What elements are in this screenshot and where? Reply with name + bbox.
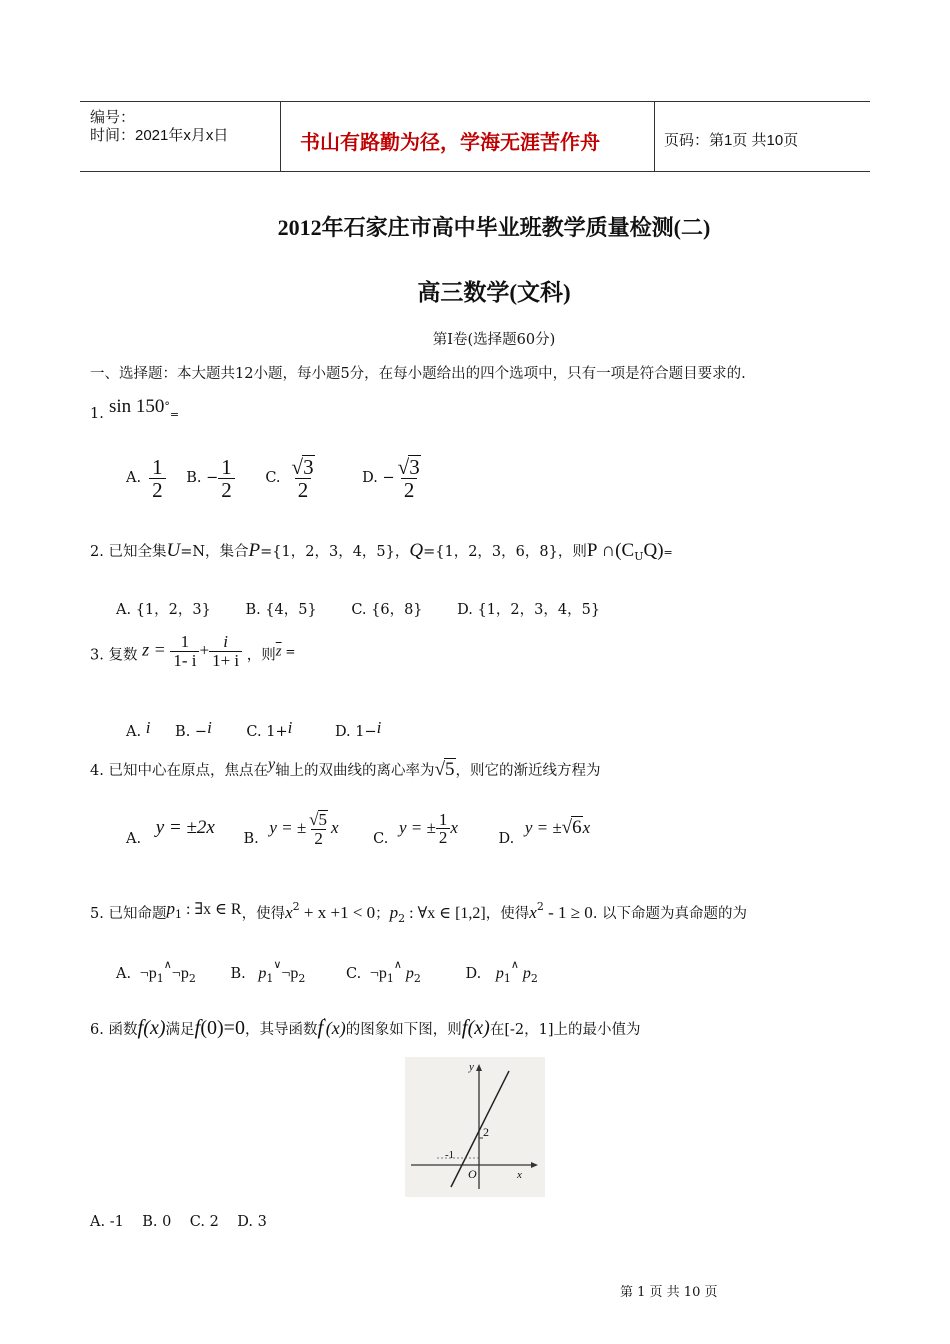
x-axis-arrow bbox=[531, 1162, 538, 1168]
header-divider bbox=[280, 102, 281, 171]
question-2: 2. 已知全集U=N，集合P={1，2，3，4，5}，Q={1，2，3，6，8}，则P $\cap(C_UQ)=$ bbox=[90, 540, 673, 563]
derivative-graph bbox=[405, 1057, 545, 1197]
page-label: 页码：第1页 共10页 bbox=[664, 132, 799, 149]
q3-options bbox=[126, 718, 381, 740]
q3-option-a[interactable]: A. i bbox=[126, 718, 151, 740]
q1-option-a[interactable]: A. $\frac{1}{2}$ bbox=[126, 470, 166, 486]
q4-option-c[interactable]: C. y = ± $\frac{1}{2}$ x bbox=[373, 809, 458, 848]
page-footer: 第 1 页 共 10 页 bbox=[620, 1285, 718, 1300]
question-3: 3. 复数 z = $\frac{1}{1- i}$ + $\frac{i}{1+ i}$ ，则$\overline{z}$ = bbox=[90, 632, 296, 670]
q5-option-c[interactable]: C. $\neg p_1^\wedge p_2$ bbox=[346, 958, 421, 985]
q5-option-d[interactable]: D. $p_1^\wedge p_2$ bbox=[465, 958, 538, 985]
derivative-line bbox=[451, 1071, 509, 1187]
x-axis-label: x bbox=[517, 1169, 522, 1181]
question-number: 1. bbox=[90, 406, 104, 422]
q2-option-c[interactable]: C. {6，8} bbox=[351, 602, 423, 618]
page-title: 2012年石家庄市高中毕业班教学质量检测(二) bbox=[277, 215, 711, 240]
y-axis-label: y bbox=[469, 1061, 474, 1073]
q3-option-c[interactable]: C. 1+i bbox=[246, 718, 293, 740]
q4-option-a[interactable]: A. y = ±2x bbox=[126, 816, 215, 847]
equals-sign: = bbox=[169, 408, 180, 421]
header-table bbox=[80, 101, 870, 172]
q6-options[interactable]: A. -1 B. 0 C. 2 D. 3 bbox=[90, 1214, 267, 1230]
q1-options bbox=[126, 455, 424, 501]
q1-option-c[interactable]: C. $\frac{√3}{2}$ bbox=[265, 455, 314, 503]
q5-option-b[interactable]: B. $p_1^\vee\neg p_2$ bbox=[230, 958, 306, 985]
instruction: 一、选择题：本大题共12小题，每小题5分，在每小题给出的四个选项中，只有一项是符合题目要求的. bbox=[90, 366, 746, 382]
motto: 书山有路勤为径，学海无涯苦作舟 bbox=[300, 132, 600, 154]
q3-option-d[interactable]: D. 1−i bbox=[334, 718, 382, 740]
question-1 bbox=[90, 396, 179, 422]
y-axis-arrow bbox=[476, 1064, 482, 1071]
q5-options bbox=[116, 958, 538, 985]
question-5: 5. 已知命题p1 : ∃x ∈ R，使得$x^2 + x +1 < 0$；$p_2$ : ∀x ∈ [1,2]，使得$x^2 - 1 \ge 0$. 以下命题为真命题的为 bbox=[90, 899, 748, 925]
q4-option-b[interactable]: B. y = ± $\frac{√5}{2}$ x bbox=[243, 810, 339, 848]
origin-label: O bbox=[468, 1167, 477, 1181]
number-label: 编号： bbox=[90, 109, 136, 126]
q3-option-b[interactable]: B. −i bbox=[175, 718, 212, 740]
q2-options bbox=[116, 598, 600, 619]
q2-option-d[interactable]: D. {1，2，3，4，5} bbox=[457, 602, 601, 618]
q1-expression: sin 150 bbox=[108, 396, 165, 417]
time-label: 时间：2021年x月x日 bbox=[90, 127, 229, 144]
question-6: 6. 函数f(x)满足f(0)=0，其导函数f′(x)的图象如下图，则f(x)在[-2，1]上的最小值为 bbox=[90, 1015, 641, 1039]
q5-option-a[interactable]: A. $\neg p_1^\wedge\neg p_2$ bbox=[116, 958, 196, 985]
q2-option-a[interactable]: A. {1，2，3} bbox=[116, 602, 211, 618]
x-tick-label: -1 bbox=[445, 1149, 455, 1161]
y-tick-label: 2 bbox=[483, 1125, 489, 1139]
q1-option-d[interactable]: D. − $\frac{√3}{2}$ bbox=[362, 455, 420, 503]
q1-option-b[interactable]: B. − $\frac{1}{2}$ bbox=[186, 470, 235, 486]
degree-sign: ° bbox=[164, 400, 170, 413]
page-subtitle: 高三数学(文科) bbox=[417, 280, 571, 305]
header-divider bbox=[654, 102, 655, 171]
q4-option-d[interactable]: D. y = ±√6x bbox=[498, 816, 591, 847]
section-heading: 第I卷(选择题60分) bbox=[432, 332, 556, 348]
question-4: 4. 已知中心在原点，焦点在y轴上的双曲线的离心率为√5，则它的渐近线方程为 bbox=[90, 756, 601, 780]
q4-options bbox=[126, 810, 590, 848]
q2-option-b[interactable]: B. {4，5} bbox=[245, 602, 317, 618]
